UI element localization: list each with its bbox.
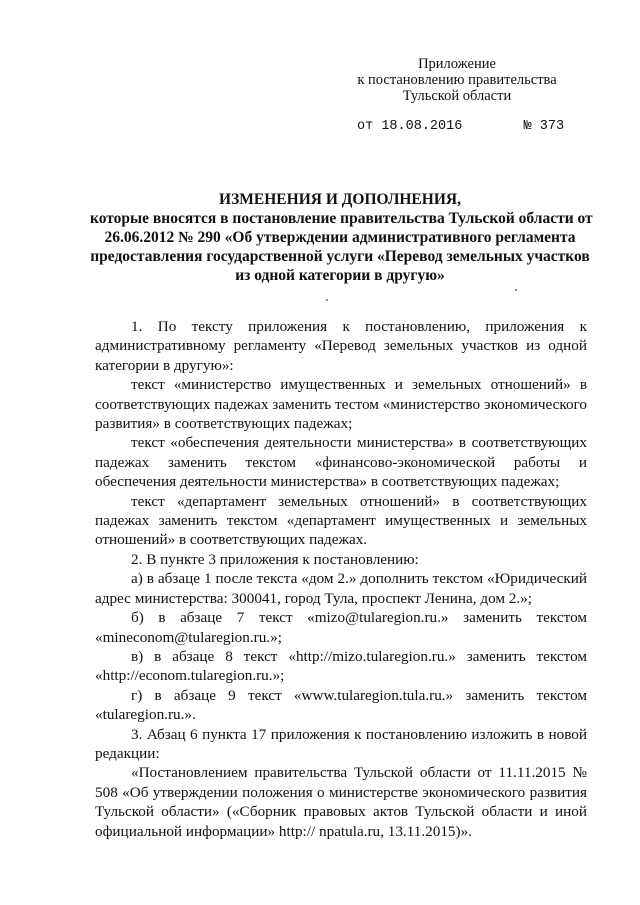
number-prefix: № <box>523 119 532 134</box>
paragraph: текст «министерство имущественных и земельных отношений» в соответствующих падежах заменить тестом «министерство экономического развития» в соответствующих падежах; <box>95 376 587 433</box>
appendix-block <box>352 56 562 104</box>
paragraph: 2. В пункте 3 приложения к постановлению: <box>131 550 419 568</box>
scan-speck <box>515 289 517 291</box>
paragraph: «Постановлением правительства Тульской области от 11.11.2015 № 508 «Об утверждении положения о министерстве экономического развития Тульской области» («Сборник правовых актов Тульской области и иной официальной информации» http:// npatula.ru, 13.11.2015)». <box>95 764 587 840</box>
date-prefix: от <box>357 119 374 134</box>
paragraph: г) в абзаце 9 текст «www.tularegion.tula.ru.» заменить текстом «tularegion.ru.». <box>95 686 587 724</box>
document-heading <box>90 190 593 285</box>
heading-title: ИЗМЕНЕНИЯ И ДОПОЛНЕНИЯ, <box>219 191 461 208</box>
heading-line: которые вносятся в постановление правительства Тульской области от <box>90 210 593 227</box>
appendix-title: Приложение <box>418 56 496 72</box>
paragraph: 3. Абзац 6 пункта 17 приложения к постановлению изложить в новой редакции: <box>95 725 587 762</box>
heading-line: предоставления государственной услуги «Перевод земельных участков <box>90 248 590 265</box>
paragraph: текст «департамент земельных отношений» в соответствующих падежах заменить текстом «департамент имущественных и земельных отношений» в соответствующих падежах. <box>95 492 587 549</box>
scan-speck <box>326 299 328 301</box>
paragraph: а) в абзаце 1 после текста «дом 2.» дополнить текстом «Юридический адрес министерства: 300041, город Тула, проспект Ленина, дом 2.»; <box>95 570 587 607</box>
paragraph: б) в абзаце 7 текст «mizo@tularegion.ru.» заменить текстом «mineconom@tularegion.ru.»; <box>95 609 587 646</box>
document-date: 18.08.2016 <box>381 119 463 134</box>
paragraph: в) в абзаце 8 текст «http://mizo.tularegion.ru.» заменить текстом «http://econom.tularegion.ru.»; <box>95 647 587 685</box>
document-body <box>95 317 587 841</box>
appendix-line: к постановлению правительства <box>357 72 557 88</box>
document-number: 373 <box>539 119 565 134</box>
heading-line: из одной категории в другую» <box>235 267 445 284</box>
paragraph: текст «обеспечения деятельности министерства» в соответствующих падежах заменить текстом «финансово-экономической работы и обеспечения деятельности министерства» в соответствующих падежах; <box>95 434 587 491</box>
appendix-line: Тульской области <box>402 88 512 104</box>
heading-line: 26.06.2012 № 290 «Об утверждении административного регламента <box>104 229 576 246</box>
paragraph: 1. По тексту приложения к постановлению, приложения к административному регламенту «Перевод земельных участков из одной категории в другую»: <box>95 318 587 374</box>
document-date-number <box>357 119 564 134</box>
